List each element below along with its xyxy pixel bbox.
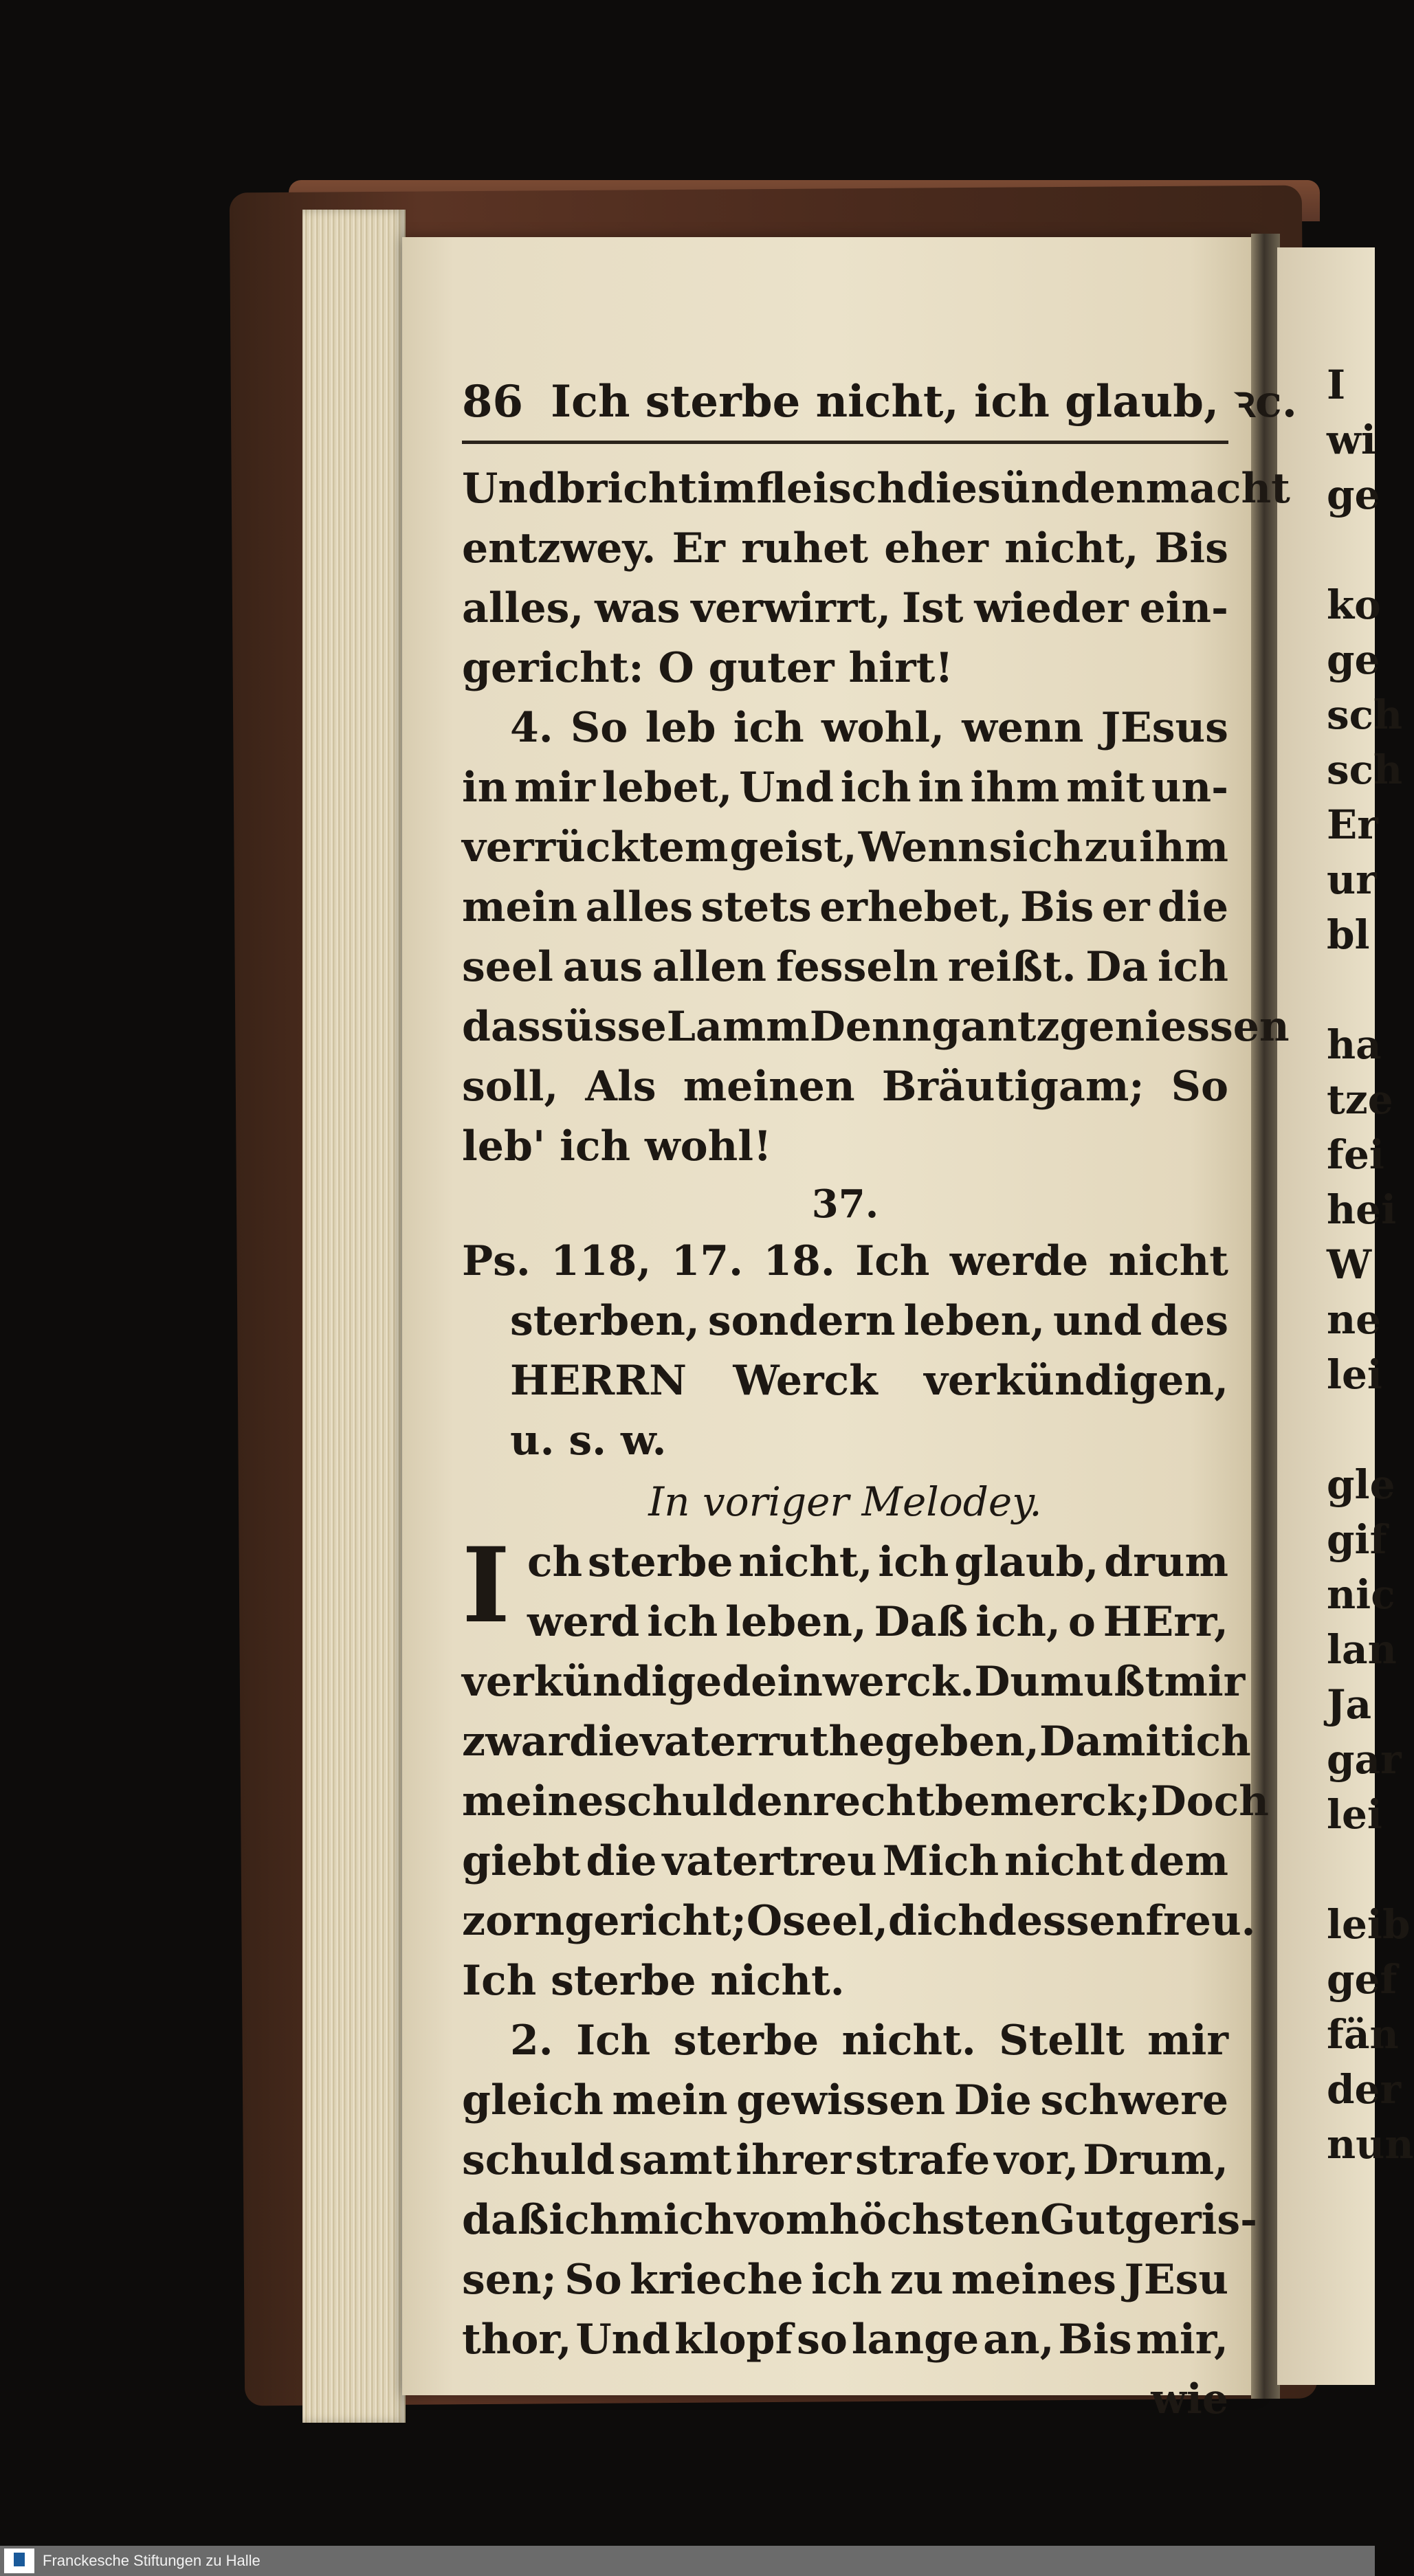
facing-page-fragment: gif: [1327, 1516, 1387, 1563]
facing-page-fragment: ge: [1327, 471, 1380, 518]
facing-page-fragment: ne: [1327, 1296, 1382, 1343]
text-line: in mir lebet, Und ich in ihm mit un-: [462, 764, 1228, 812]
facing-page-fragment: tze: [1327, 1076, 1393, 1123]
hymn-number: 37.: [811, 1181, 879, 1227]
melody-note: In voriger Melodey.: [648, 1478, 1042, 1525]
text-line: daß ich mich vom höchsten Gut geris-: [462, 2196, 1258, 2244]
footer-institution: Franckesche Stiftungen zu Halle: [43, 2552, 261, 2569]
text-line: werd ich leben, Daß ich, o HErr,: [527, 1598, 1228, 1646]
facing-page-fragment: Ja: [1327, 1681, 1372, 1728]
facing-page-fragment: lei: [1327, 1351, 1382, 1398]
header-rule: [462, 441, 1228, 449]
facing-page-fragment: leib: [1327, 1901, 1411, 1948]
facing-page-fragment: hei: [1327, 1186, 1397, 1233]
running-head: [462, 368, 1298, 436]
facing-page-fragment: sch: [1327, 691, 1403, 738]
text-line: verkündige dein werck. Du mußt mir: [462, 1658, 1246, 1706]
verse-lines: [462, 1525, 1269, 2370]
facing-page-fragment: lan: [1327, 1626, 1397, 1673]
facing-page-fragment: [1327, 962, 1375, 1017]
facing-page-fragment: fei: [1327, 1131, 1384, 1178]
text-line: entzwey. Er ruhet eher nicht, Bis: [462, 524, 1228, 573]
facing-page-fragment: Er: [1327, 801, 1378, 848]
page-edges: [302, 210, 406, 2423]
facing-page-fragment: [1327, 522, 1375, 577]
page-text-block: [462, 368, 1298, 2430]
text-line: seel aus allen fesseln reißt. Da ich: [462, 943, 1228, 991]
facing-page-fragment: der: [1327, 2066, 1402, 2113]
text-line: HERRN Werck verkündigen,: [510, 1357, 1228, 1405]
text-line: meine schulden recht bemerck; Doch: [462, 1777, 1269, 1825]
facing-page-fragment: I: [1327, 362, 1346, 408]
text-line: mein alles stets erhebet, Bis er die: [462, 883, 1228, 931]
catchword: wie: [1151, 2375, 1228, 2423]
facing-page-fragment: [1327, 1402, 1375, 1457]
facing-page-fragment: nic: [1327, 1571, 1395, 1618]
facing-page-fragment: sch: [1327, 746, 1403, 793]
facing-page-fragment: nun: [1327, 2121, 1414, 2168]
text-line: zorngericht; O seel, dich dessen freu.: [462, 1897, 1256, 1945]
text-line: verrücktem geist, Wenn sich zu ihm: [462, 823, 1228, 871]
text-line: Ps. 118, 17. 18. Ich werde nicht: [462, 1237, 1228, 1285]
footer-bar: [0, 2546, 1375, 2576]
catchword-line: [462, 2370, 1228, 2430]
text-line: thor, Und klopf so lange an, Bis mir,: [462, 2316, 1228, 2364]
text-line: Ich sterbe nicht.: [462, 1957, 845, 2005]
facing-page-fragment: gef: [1327, 1956, 1398, 2003]
verse-3-continuation: [462, 459, 1290, 1177]
text-line: gleich mein gewissen Die schwere: [462, 2076, 1228, 2124]
text-line: 2. Ich sterbe nicht. Stellt mir: [510, 2017, 1228, 2065]
text-line: schuld samt ihrer strafe vor, Drum,: [462, 2136, 1228, 2184]
psalm-reference: [462, 1232, 1228, 1471]
text-line: giebt die vatertreu Mich nicht dem: [462, 1837, 1228, 1885]
text-line: alles, was verwirrt, Ist wieder ein-: [462, 584, 1228, 632]
text-line: u. s. w.: [510, 1417, 667, 1465]
text-line: zwar die vaterruthe geben, Damit ich: [462, 1718, 1251, 1766]
text-line: sterben, sondern leben, und des: [510, 1297, 1228, 1345]
text-line: 4. So leb ich wohl, wenn JEsus: [510, 704, 1228, 752]
drop-cap: I: [462, 1525, 511, 1646]
book-gutter: [1251, 234, 1280, 2399]
facing-page-fragment: ur: [1327, 856, 1377, 903]
facing-page-fragment: [1327, 1842, 1375, 1897]
facing-page-fragment: ge: [1327, 636, 1380, 683]
facing-page-fragment: gar: [1327, 1736, 1402, 1783]
text-line: Und bricht im fleisch die sündenmacht: [462, 465, 1290, 513]
facing-page-fragment: fän: [1327, 2011, 1399, 2058]
facing-page-fragment: bl: [1327, 911, 1370, 958]
text-line: leb' ich wohl!: [462, 1122, 772, 1170]
facing-page-fragment: ha: [1327, 1021, 1382, 1068]
text-line: sen; So krieche ich zu meines JEsu: [462, 2256, 1228, 2304]
facing-page-fragment: W: [1327, 1241, 1372, 1288]
text-line: soll, Als meinen Bräutigam; So: [462, 1063, 1228, 1111]
page-number: 86: [462, 376, 524, 428]
text-line: gericht: O guter hirt!: [462, 644, 953, 692]
institution-logo-icon: [4, 2549, 34, 2573]
text-line: ch sterbe nicht, ich glaub, drum: [527, 1538, 1228, 1586]
facing-page-fragment: wi: [1327, 417, 1376, 463]
facing-page-text: [1327, 357, 1414, 2172]
facing-page-fragment: lei: [1327, 1791, 1382, 1838]
facing-page-fragment: ko: [1327, 581, 1381, 628]
text-line: das süsse Lamm Denn gantz geniessen: [462, 1003, 1290, 1051]
running-title: Ich sterbe nicht, ich glaub, ꝛc.: [551, 376, 1298, 428]
facing-page-fragment: gle: [1327, 1461, 1395, 1508]
verse-1: [462, 1525, 1269, 2370]
